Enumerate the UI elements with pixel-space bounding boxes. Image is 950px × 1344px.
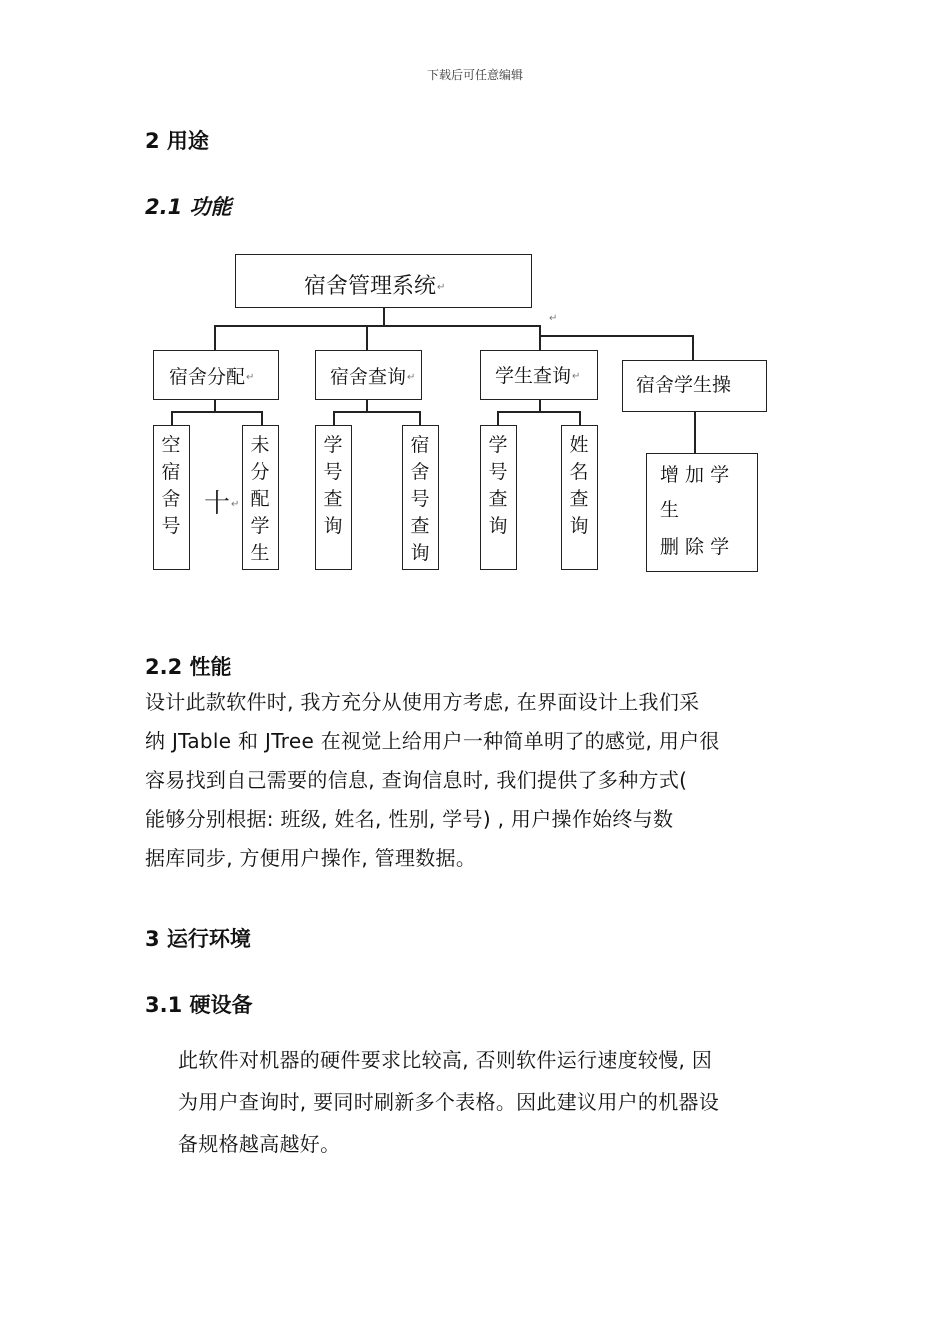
return-mark: ↵ [549, 313, 558, 324]
plus-sign: 十↵ [204, 489, 240, 519]
leaf-box-unassigned-students [242, 425, 279, 570]
leaf-label: 未分配学生 [250, 434, 270, 564]
connector-line [171, 411, 262, 413]
leaf-label: 空宿舍号 [161, 434, 181, 537]
leaf-label: 删 除 学 [660, 536, 730, 558]
branch-box-dorm-allocation [153, 350, 279, 400]
section-2-title: 2 用途 [145, 129, 209, 153]
leaf-label: 学号查询 [323, 434, 343, 537]
connector-line [214, 325, 540, 327]
branch-box-dorm-student-ops [622, 360, 767, 412]
paragraph-line: 为用户查询时, 要同时刷新多个表格。因此建议用户的机器设 [178, 1090, 720, 1114]
branch-label: 宿舍学生操 [636, 374, 732, 396]
leaf-box-empty-dorm-no [153, 425, 190, 570]
connector-line [261, 411, 263, 426]
leaf-box-name-query [561, 425, 598, 570]
connector-line [366, 325, 368, 350]
branch-box-dorm-query [315, 350, 422, 400]
section-2-1-title: 2.1 功能 [145, 195, 232, 219]
branch-label: 宿舍查询↵ [330, 366, 416, 388]
connector-line [539, 325, 541, 350]
leaf-label: 宿舍号查询 [410, 434, 430, 564]
diagram-root-box [235, 254, 532, 308]
section-3-title: 3 运行环境 [145, 927, 251, 951]
paragraph-line: 容易找到自己需要的信息, 查询信息时, 我们提供了多种方式( [145, 768, 688, 792]
leaf-label: 姓名查询 [569, 434, 589, 537]
connector-line [333, 411, 420, 413]
connector-line [419, 411, 421, 426]
paragraph-line: 备规格越高越好。 [178, 1132, 341, 1156]
paragraph-line: 设计此款软件时, 我方充分从使用方考虑, 在界面设计上我们采 [145, 690, 700, 714]
section-2-2-title: 2.2 性能 [145, 655, 232, 679]
leaf-label: 增 加 学 [660, 464, 730, 486]
connector-line [497, 411, 580, 413]
leaf-box-dorm-no-query [402, 425, 439, 570]
section-3-1-title: 3.1 硬设备 [145, 993, 253, 1017]
connector-line [579, 411, 581, 426]
connector-line [333, 411, 335, 426]
paragraph-line: 据库同步, 方便用户操作, 管理数据。 [145, 846, 477, 870]
branch-box-student-query [480, 350, 598, 400]
branch-label: 宿舍分配↵ [169, 366, 255, 388]
paragraph-line: 能够分别根据: 班级, 姓名, 性别, 学号) , 用户操作始终与数 [145, 807, 674, 831]
paragraph-line: 纳 JTable 和 JTree 在视觉上给用户一种简单明了的感觉, 用户很 [145, 729, 720, 753]
branch-label: 学生查询↵ [495, 365, 581, 387]
diagram-root-label: 宿舍管理系统↵ [304, 274, 446, 299]
section-2-2-body [145, 683, 720, 878]
connector-line [383, 308, 385, 326]
leaf-label: 生 [660, 499, 680, 521]
connector-line [692, 335, 694, 360]
connector-line [539, 335, 693, 337]
page-header-note: 下载后可任意编辑 [426, 68, 523, 82]
connector-line [214, 325, 216, 350]
leaf-label: 学号查询 [488, 434, 508, 537]
leaf-box-student-id-query-2 [480, 425, 517, 570]
section-3-1-body [178, 1039, 719, 1165]
leaf-box-student-ops [646, 453, 758, 572]
paragraph-line: 此软件对机器的硬件要求比较高, 否则软件运行速度较慢, 因 [178, 1048, 713, 1072]
connector-line [694, 412, 696, 454]
connector-line [171, 411, 173, 426]
connector-line [497, 411, 499, 426]
leaf-box-student-id-query [315, 425, 352, 570]
